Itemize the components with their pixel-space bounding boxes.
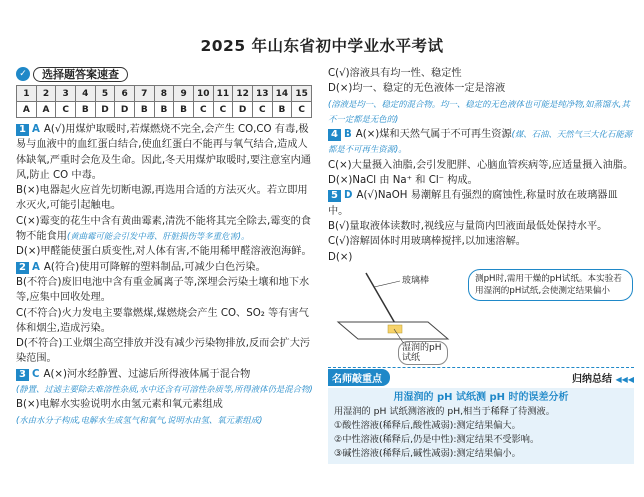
answer-key-answer: C — [252, 102, 272, 118]
q1-option-b: B(×)电器起火应首先切断电源,再选用合适的方法灭火。若立即用水灭火,可能引起触电。 — [16, 185, 308, 212]
question-number: 4 — [328, 129, 341, 141]
question-answer: D — [344, 190, 353, 202]
q3-option-a: A(×)河水经静置、过滤后所得液体属于混合物 — [43, 368, 251, 380]
answer-key-answer: A — [17, 102, 37, 118]
q3-option-b: B(×)电解水实验说明水由氢元素和氧元素组成 — [16, 399, 223, 411]
q5-option-c: C(√)溶解固体时用玻璃棒搅拌,以加速溶解。 — [328, 236, 526, 248]
q1-option-c: C(×)霉变的花生中含有黄曲霉素,清洗不能将其完全除去,霉变的食物不能食用 — [16, 215, 311, 243]
section-title: 选择题答案速查 — [33, 67, 128, 82]
question-5 — [328, 188, 634, 264]
question-number: 2 — [16, 262, 29, 274]
question-answer: A — [32, 124, 40, 135]
right-column — [328, 66, 634, 464]
answer-key-answer: C — [213, 102, 233, 118]
answer-key-number: 11 — [213, 86, 233, 102]
answer-key-number: 13 — [252, 86, 272, 102]
teacher-intro: 用湿润的 pH 试纸测溶液的 pH,相当于稀释了待测液。 — [334, 405, 555, 417]
q2-option-b: B(不符合)废旧电池中含有重金属离子等,深埋会污染土壤和地下水等,应集中回收处理。 — [16, 276, 310, 304]
answer-key-table — [16, 85, 312, 118]
answer-key-answer: C — [56, 102, 76, 118]
answer-key-number: 9 — [174, 86, 194, 102]
answer-key-number: 6 — [115, 86, 135, 102]
q3-option-a-note: (静置、过滤主要除去难溶性杂质,水中还含有可溶性杂质等,所得液体仍是混合物) — [16, 384, 313, 395]
question-3-continued — [328, 66, 634, 127]
answer-key-number: 15 — [292, 86, 312, 102]
page-title: 2025 年山东省初中学业水平考试 — [200, 37, 444, 55]
question-3 — [16, 367, 314, 428]
teacher-item: ②中性溶液(稀释后,仍是中性):测定结果不受影响。 — [334, 433, 540, 445]
question-4 — [328, 127, 634, 188]
answer-key-answer: B — [134, 102, 154, 118]
answer-key-number: 5 — [95, 86, 115, 102]
ph-test-diagram — [328, 267, 634, 363]
q4-option-a: A(×)煤和天然气属于不可再生资源 — [355, 129, 512, 141]
answer-key-answer: C — [193, 102, 213, 118]
q3-option-c: C(√)溶液具有均一性、稳定性 — [328, 68, 462, 79]
question-2 — [16, 260, 314, 367]
q5-option-b: B(√)量取液体读数时,视线应与量筒内凹液面最低处保持水平。 — [328, 220, 608, 232]
answer-key-answer: B — [154, 102, 174, 118]
question-answer: C — [32, 368, 40, 380]
q1-option-d: D(×)甲醛能使蛋白质变性,对人体有害,不能用稀甲醛溶液泡海鲜。 — [16, 246, 312, 258]
answer-key-number: 12 — [233, 86, 253, 102]
q5-option-a: A(√)NaOH 易潮解且有强烈的腐蚀性,称量时放在玻璃器皿中。 — [328, 190, 618, 217]
answer-key-number: 8 — [154, 86, 174, 102]
q3-option-d-note: (溶液是均一、稳定的混合物。均一、稳定的无色液体也可能是纯净物,如蒸馏水,其不一定都是无色的) — [328, 98, 630, 124]
answer-key-answer: B — [272, 102, 292, 118]
answer-key-answer: D — [115, 102, 135, 118]
question-number: 3 — [16, 369, 29, 381]
answer-key-answer: B — [174, 102, 194, 118]
answer-key-answer: A — [36, 102, 56, 118]
question-number: 5 — [328, 190, 341, 202]
ph-tip-bubble: 测pH时,需用干燥的pH试纸。本实验若用湿润的pH试纸,会使测定结果偏小 — [468, 269, 633, 301]
answer-key-numbers-row — [17, 86, 312, 102]
answer-key-answer: D — [95, 102, 115, 118]
answer-key-number: 3 — [56, 86, 76, 102]
check-icon: ✓ — [16, 67, 30, 81]
arrows-icon: ◀◀◀ — [615, 375, 634, 385]
teacher-badge: 名师敲重点 — [328, 369, 390, 386]
teacher-key-points — [328, 367, 634, 464]
answer-key-answer: D — [233, 102, 253, 118]
answer-key-answers-row — [17, 102, 312, 118]
answer-key-number: 2 — [36, 86, 56, 102]
q5-option-d: D(×) — [328, 251, 353, 263]
teacher-subtitle: 用湿润的 pH 试纸测 pH 时的误差分析 — [393, 391, 569, 403]
summary-label: 归纳总结 — [572, 374, 613, 386]
q2-option-d: D(不符合)工业烟尘高空排放并没有减少污染物排放,反而会扩大污染范围。 — [16, 338, 311, 365]
q2-option-c: C(不符合)火力发电主要靠燃煤,煤燃烧会产生 CO、SO₂ 等有害气体和烟尘,造成污染。 — [16, 307, 309, 334]
answer-key-number: 1 — [17, 86, 37, 102]
answer-key-number: 7 — [134, 86, 154, 102]
question-number: 1 — [16, 124, 29, 136]
q1-option-a: A(√)用煤炉取暖时,若煤燃烧不完全,会产生 CO,CO 有毒,极易与血液中的血红蛋白结合,使血红蛋白不能再与氧气结合,造成人体缺氧,严重时会危及生命。因此,冬天用煤炉取暖时,要注意室内通风,防止 CO 中毒。 — [16, 124, 311, 181]
q3-option-d: D(×)均一、稳定的无色液体一定是溶液 — [328, 83, 506, 95]
question-answer: B — [344, 129, 352, 141]
q2-option-a: A(符合)使用可降解的塑料制品,可减少白色污染。 — [43, 261, 266, 273]
rod-label: 玻璃棒 — [402, 275, 430, 286]
teacher-box — [328, 388, 634, 464]
q4-option-c: C(×)大量摄入油脂,会引发肥胖、心脑血管疾病等,应适量摄入油脂。 — [328, 159, 634, 171]
q1-option-c-note: (黄曲霉可能会引发中毒、肝脏损伤等多重危害)。 — [66, 231, 250, 242]
teacher-item: ①酸性溶液(稀释后,酸性减弱):测定结果偏大。 — [334, 419, 521, 431]
paper-label: 湿润的pH试纸 — [398, 341, 448, 365]
teacher-item: ③碱性溶液(稀释后,碱性减弱):测定结果偏小。 — [334, 447, 521, 459]
answer-key-number: 4 — [75, 86, 95, 102]
answer-key-number: 10 — [193, 86, 213, 102]
answer-key-number: 14 — [272, 86, 292, 102]
answer-key-answer: B — [75, 102, 95, 118]
q4-option-a-note: (煤、石油、天然气三大化石能源都是不可再生资源)。 — [328, 129, 633, 155]
q3-option-b-note: (水由水分子构成,电解水生成氢气和氧气,说明水由氢、氧元素组成) — [16, 414, 263, 425]
left-column — [16, 66, 314, 428]
question-answer: A — [32, 261, 40, 273]
q4-option-d: D(×)NaCl 由 Na⁺ 和 Cl⁻ 构成。 — [328, 175, 478, 187]
answer-key-answer: C — [292, 102, 312, 118]
question-1 — [16, 122, 314, 260]
section-header — [16, 66, 314, 82]
